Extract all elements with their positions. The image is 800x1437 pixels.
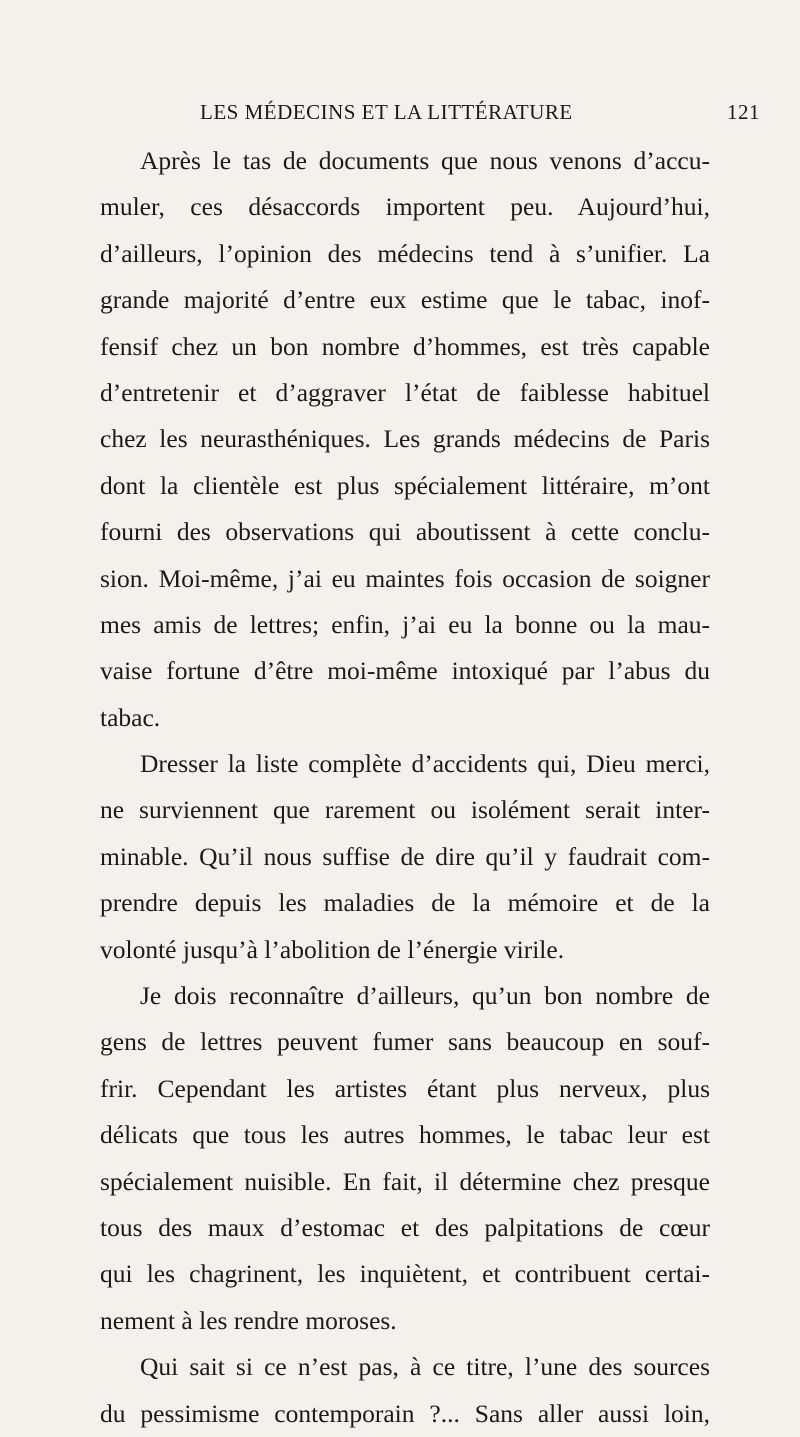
text-line: d’ailleurs, l’opinion des médecins tend à s’unifier. La (100, 238, 710, 268)
text-line: ne surviennent que rarement ou isolément serait inter- (100, 795, 710, 825)
text-line: gens de lettres peuvent fumer sans beaucoup en souf- (100, 1027, 710, 1057)
text-line: tabac. (100, 702, 161, 732)
text-line: vaise fortune d’être moi-même intoxiqué par l’abus du (100, 656, 710, 686)
text-line: d’entretenir et d’aggraver l’état de faiblesse habituel (100, 377, 710, 407)
text-line: dont la clientèle est plus spécialement littéraire, m’ont (100, 470, 710, 500)
running-head (200, 92, 760, 128)
text-line: grande majorité d’entre eux estime que le tabac, inof- (100, 285, 710, 315)
text-line: Je dois reconnaître d’ailleurs, qu’un bon nombre de (140, 981, 710, 1011)
text-line: minable. Qu’il nous suffise de dire qu’il y faudrait com- (100, 841, 710, 871)
text-line: volonté jusqu’à l’abolition de l’énergie virile. (100, 934, 565, 964)
text-line: mes amis de lettres; enfin, j’ai eu la bonne ou la mau- (100, 609, 710, 639)
page-number: 121 (727, 100, 760, 124)
text-line: tous des maux d’estomac et des palpitations de cœur (100, 1212, 710, 1242)
text-line: prendre depuis les maladies de la mémoire et de la (100, 888, 710, 918)
text-line: sion. Moi-même, j’ai eu maintes fois occasion de soigner (100, 563, 710, 593)
text-line: Qui sait si ce n’est pas, à ce titre, l’une des sources (140, 1352, 710, 1382)
text-line: fourni des observations qui aboutissent à cette conclu- (100, 517, 710, 547)
text-line: du pessimisme contemporain ?... Sans aller aussi loin, (100, 1398, 710, 1428)
text-line: fensif chez un bon nombre d’hommes, est très capable (100, 331, 710, 361)
text-line: nement à les rendre moroses. (100, 1305, 397, 1335)
text-line: spécialement nuisible. En fait, il détermine chez presque (100, 1166, 710, 1196)
text-line: Dresser la liste complète d’accidents qui, Dieu merci, (140, 749, 710, 779)
text-line: chez les neurasthéniques. Les grands médecins de Paris (100, 424, 710, 454)
text-line: muler, ces désaccords importent peu. Aujourd’hui, (100, 192, 710, 222)
text-line: Après le tas de documents que nous venons d’accu- (140, 146, 710, 175)
text-line: frir. Cependant les artistes étant plus nerveux, plus (100, 1073, 710, 1103)
text-line: délicats que tous les autres hommes, le tabac leur est (100, 1120, 710, 1150)
body-text (100, 138, 710, 1437)
running-title: LES MÉDECINS ET LA LITTÉRATURE (200, 100, 573, 124)
text-line: qui les chagrinent, les inquiètent, et contribuent certai- (100, 1259, 710, 1289)
